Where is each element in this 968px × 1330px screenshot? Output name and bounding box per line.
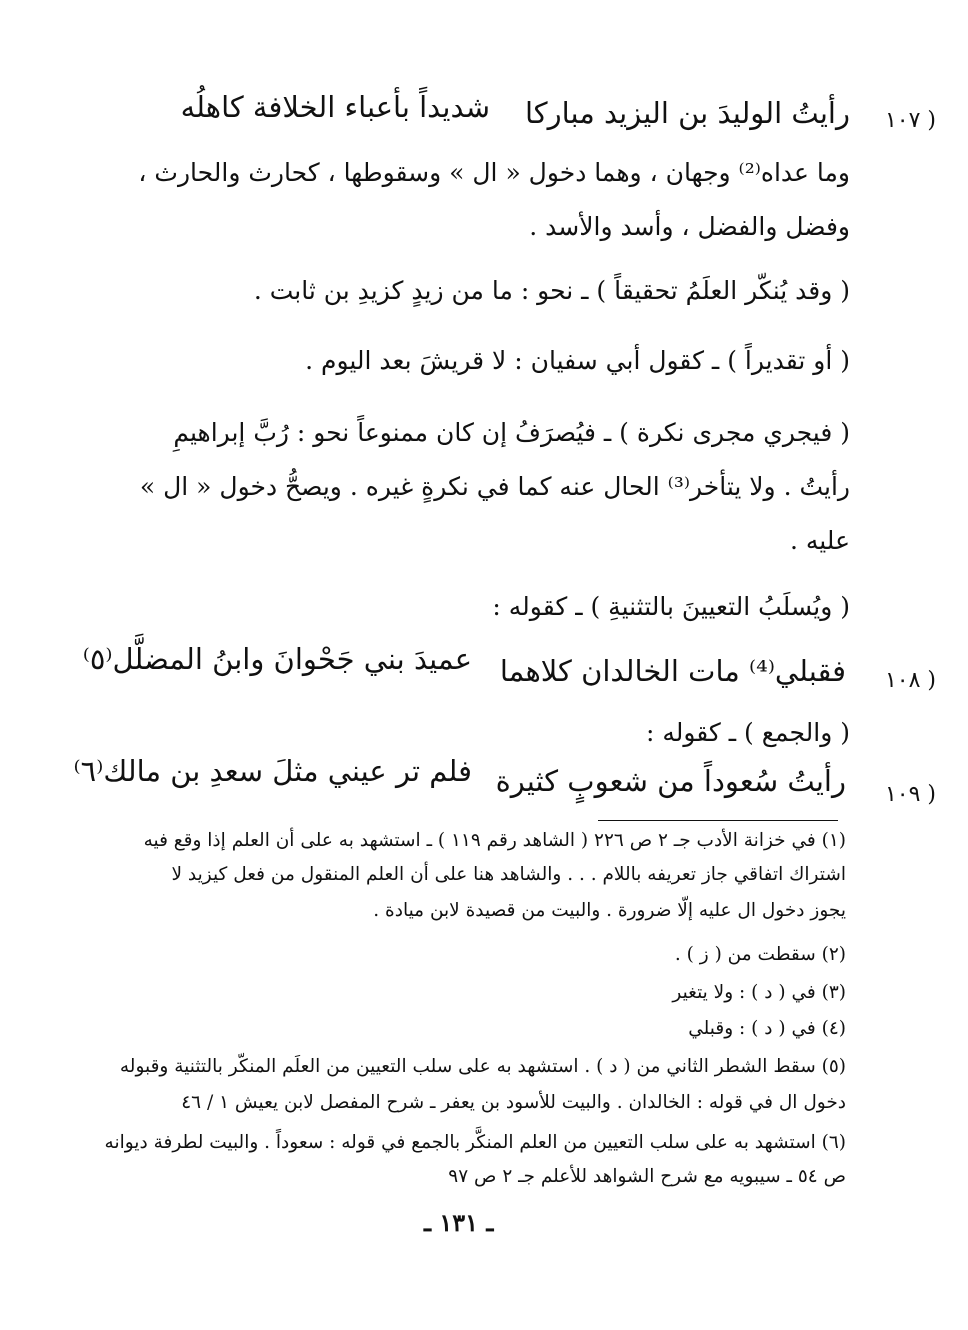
verse-109-second-hemistich: فلم تر عيني مثلَ سعدِ بن مالك⁽٦⁾ bbox=[73, 754, 472, 788]
verse-107-second-hemistich: شديداً بأعباء الخلافة كاهلُه bbox=[180, 90, 490, 124]
footnote-6-line-2: ص ٥٤ ـ سيبويه مع شرح الشواهد للأعلم جـ ٢ ص ٩٧ bbox=[448, 1166, 846, 1187]
body-line-3: ( وقد يُنكّر العلَمُ تحقيقاً ) ـ نحو : ما من زيدٍ كزيدِ بن ثابت . bbox=[253, 276, 850, 305]
body-line-8: ( ويُسلَبُ التعيينَ بالتثنيةِ ) ـ كقوله : bbox=[492, 592, 850, 621]
footnote-5-line-1: (٥) سقط الشطر الثاني من ( د ) . استشهد به على سلب التعيين من العلَم المنكّر بالتثنية وقبوله bbox=[119, 1056, 846, 1077]
footnote-1-line-1: (١) في خزانة الأدب جـ ٢ ص ٢٢٦ ( الشاهد رقم ١١٩ ) ـ استشهد به على أن العلم إذا وقع فيه bbox=[143, 830, 846, 851]
body-line-4: ( أو تقديراً ) ـ كقول أبي سفيان : لا قريشَ بعد اليوم . bbox=[305, 346, 850, 375]
body-line-6: رأيتُ . ولا يتأخر⁽³⁾ الحال عنه كما في نكرةٍ غيره . ويصحُّ دخول « ال » bbox=[139, 472, 850, 501]
footnote-divider bbox=[598, 820, 838, 821]
page-number: ـ ١٣١ ـ bbox=[424, 1208, 494, 1237]
footnote-3: (٣) في ( د ) : ولا يتغير bbox=[672, 982, 846, 1003]
body-line-2: وفضل والفضل ، وأسد والأسد . bbox=[529, 212, 850, 241]
verse-number-107: ( ١٠٧ bbox=[884, 108, 936, 133]
body-line-5: ( فيجري مجرى نكرة ) ـ فيُصرَفُ إن كان ممنوعاً نحو : رُبَّ إبراهيمِ bbox=[173, 418, 850, 447]
footnote-6-line-1: (٦) استشهد به على سلب التعيين من العلم المنكَّر بالجمع في قوله : سعوداً . والبيت لطرفة ديوانه bbox=[104, 1132, 846, 1153]
verse-109-first-hemistich: رأيتُ سُعوداً من شعوبٍ كثيرة bbox=[495, 764, 846, 798]
verse-108-first-hemistich: فقبلي⁽⁴⁾ مات الخالدان كلاهما bbox=[499, 654, 846, 688]
body-line-9: ( والجمع ) ـ كقوله : bbox=[645, 718, 850, 747]
body-line-1: وما عداه⁽²⁾ وجهان ، وهما دخول « ال » وسقوطها ، كحارث والحارث ، bbox=[138, 158, 850, 187]
footnote-1-line-3: يجوز دخول ال عليه إلّا ضرورة . والبيت من قصيدة لابن ميادة . bbox=[373, 900, 846, 921]
footnote-2: (٢) سقطت من ( ز ) . bbox=[674, 944, 846, 965]
body-line-7: عليه . bbox=[789, 526, 850, 555]
footnote-4: (٤) في ( د ) : وقبلي bbox=[688, 1018, 846, 1039]
footnote-5-line-2: دخول ال في قوله : الخالدان . والبيت للأسود بن يعفر ـ شرح المفصل لابن يعيش ١ / ٤٦ bbox=[181, 1092, 846, 1113]
verse-107-first-hemistich: رأيتُ الوليدَ بن اليزيد مباركا bbox=[524, 96, 850, 130]
verse-108-second-hemistich: عميدَ بني جَحْوانَ وابنُ المضلَّل⁽٥⁾ bbox=[82, 642, 472, 676]
verse-number-109: ( ١٠٩ bbox=[884, 782, 936, 807]
verse-number-108: ( ١٠٨ bbox=[884, 668, 936, 693]
footnote-1-line-2: اشتراك اتفاقي جاز تعريفه باللام . . . والشاهد هنا على أن العلم المنقول من فعل كيزيد لا bbox=[171, 864, 846, 885]
